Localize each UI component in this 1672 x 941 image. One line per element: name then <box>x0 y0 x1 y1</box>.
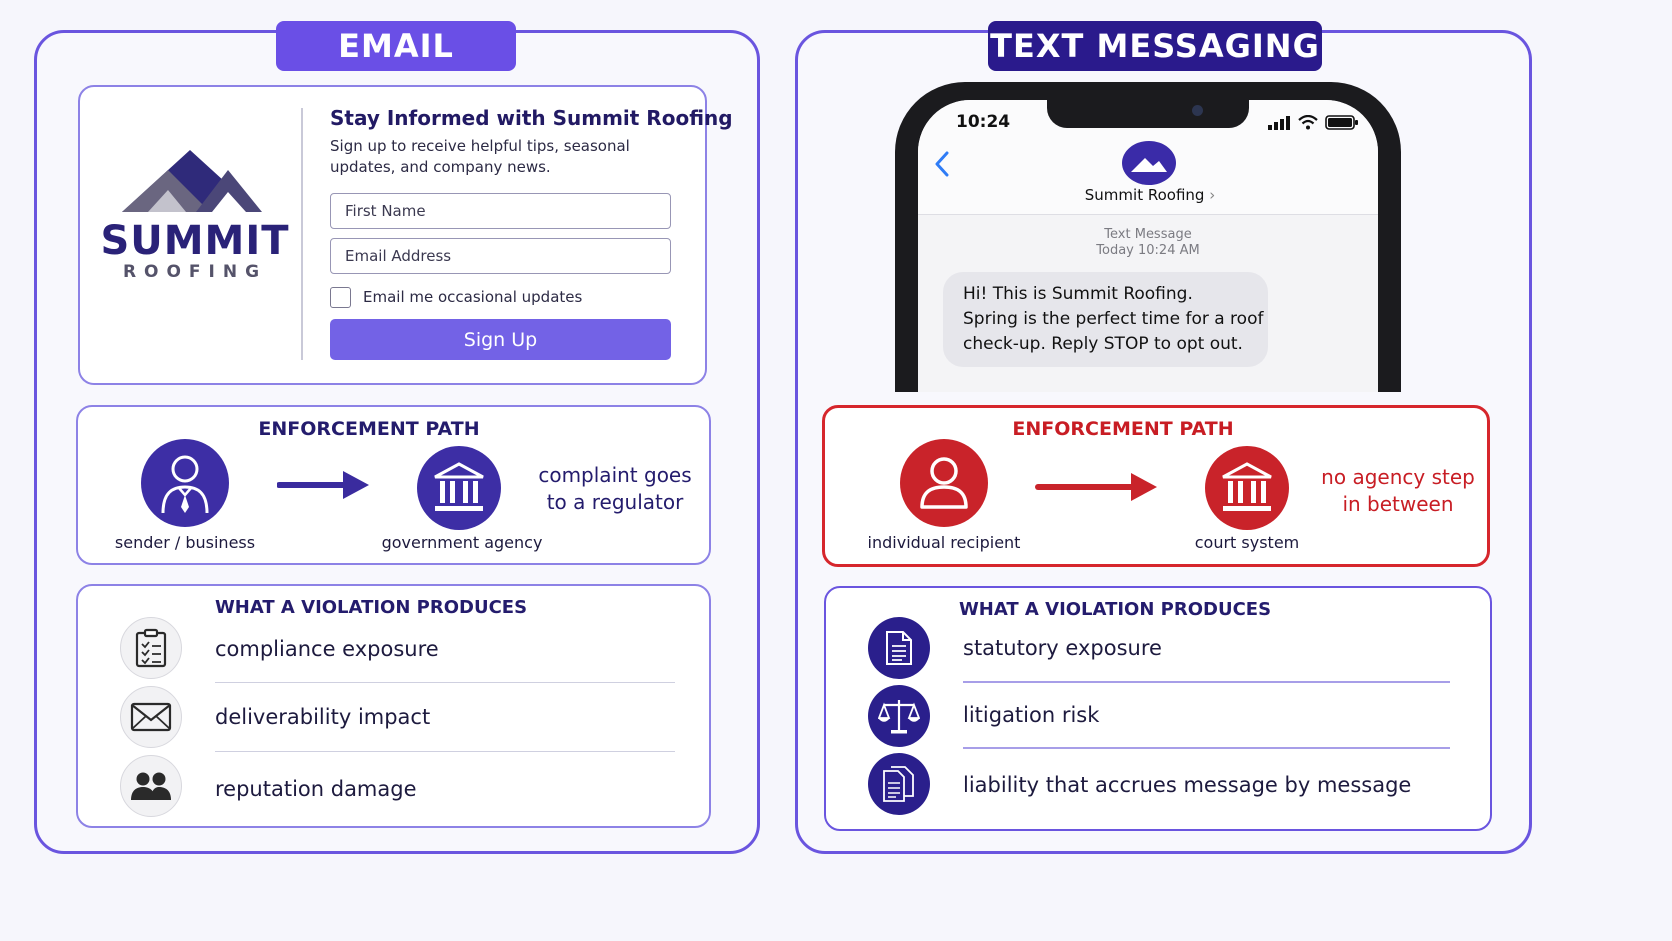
contact-name[interactable] <box>1060 186 1240 204</box>
logo-sub: ROOFING <box>122 262 268 282</box>
back-chevron-icon[interactable] <box>933 151 951 177</box>
email-note-line2: to a regulator <box>546 490 684 514</box>
sms-note-line2: in between <box>1342 492 1454 516</box>
email-violation-item-1: compliance exposure <box>215 637 439 661</box>
document-icon <box>868 617 930 679</box>
form-description: Sign up to receive helpful tips, seasonal updates, and company news. <box>330 137 630 176</box>
message-line2: Spring is the perfect time for a roof <box>963 309 1264 329</box>
updates-checkbox[interactable] <box>330 287 351 308</box>
sms-violation-item-3: liability that accrues message by message <box>963 773 1412 797</box>
sender-business-label: sender / business <box>114 533 256 552</box>
clipboard-icon <box>120 617 182 679</box>
sign-up-button[interactable] <box>330 319 671 360</box>
sms-note-line1: no agency step <box>1321 465 1475 489</box>
documents-icon <box>868 753 930 815</box>
mountain-icon <box>100 140 290 220</box>
message-meta-line1: Text Message <box>1104 227 1192 242</box>
sender-business-icon <box>141 439 229 527</box>
first-name-placeholder: First Name <box>345 202 426 220</box>
sms-violation-divider-2 <box>963 747 1450 749</box>
battery-icon <box>1325 115 1359 130</box>
email-placeholder: Email Address <box>345 247 452 265</box>
email-enforcement-note <box>530 462 700 516</box>
message-line3: check-up. Reply STOP to opt out. <box>963 334 1243 354</box>
court-system-icon <box>1205 446 1289 530</box>
email-violation-item-2: deliverability impact <box>215 705 431 729</box>
email-tab-label: EMAIL <box>276 21 516 71</box>
sms-tab-label: TEXT MESSAGING <box>988 21 1322 71</box>
email-violation-divider-2 <box>215 751 675 752</box>
contact-mountain-icon <box>1129 152 1169 174</box>
government-agency-label: government agency <box>381 533 543 552</box>
email-violation-divider-1 <box>215 682 675 683</box>
form-title: Stay Informed with Summit Roofing <box>330 106 733 130</box>
signal-icon <box>1268 116 1294 130</box>
wifi-icon <box>1298 115 1318 130</box>
phone-time: 10:24 <box>956 112 1011 132</box>
logo-brand: SUMMIT <box>100 218 290 264</box>
message-line1: Hi! This is Summit Roofing. <box>963 284 1193 304</box>
sign-up-button-label: Sign Up <box>463 328 538 351</box>
contact-avatar[interactable] <box>1122 141 1176 185</box>
sms-violation-heading: WHAT A VIOLATION PRODUCES <box>958 599 1272 620</box>
sms-violation-item-1: statutory exposure <box>963 636 1162 660</box>
people-icon <box>120 755 182 817</box>
sms-enforcement-note <box>1310 464 1486 518</box>
sms-violation-item-2: litigation risk <box>963 703 1100 727</box>
individual-recipient-label: individual recipient <box>867 533 1021 552</box>
envelope-icon <box>120 686 182 748</box>
email-arrow-icon <box>277 467 373 503</box>
email-note-line1: complaint goes <box>538 463 692 487</box>
message-bubble <box>943 272 1268 367</box>
email-enforcement-heading: ENFORCEMENT PATH <box>258 418 480 440</box>
message-meta <box>1048 227 1248 259</box>
phone-camera <box>1192 105 1203 116</box>
summit-logo <box>100 140 290 290</box>
contact-name-text: Summit Roofing <box>1084 186 1205 204</box>
email-violation-item-3: reputation damage <box>215 777 417 801</box>
signup-divider <box>301 108 303 360</box>
message-meta-line2: Today 10:24 AM <box>1096 243 1200 258</box>
court-system-label: court system <box>1194 533 1300 552</box>
checkbox-label: Email me occasional updates <box>363 288 583 306</box>
scales-icon <box>868 685 930 747</box>
sms-arrow-icon <box>1035 469 1161 505</box>
individual-recipient-icon <box>900 439 988 527</box>
phone-notch <box>1047 96 1249 128</box>
email-violation-heading: WHAT A VIOLATION PRODUCES <box>214 597 528 618</box>
government-agency-icon <box>417 446 501 530</box>
first-name-field[interactable] <box>330 193 671 229</box>
sms-enforcement-heading: ENFORCEMENT PATH <box>1012 418 1234 440</box>
sms-violation-divider-1 <box>963 681 1450 683</box>
email-field[interactable] <box>330 238 671 274</box>
contact-chevron-icon: › <box>1209 186 1216 204</box>
